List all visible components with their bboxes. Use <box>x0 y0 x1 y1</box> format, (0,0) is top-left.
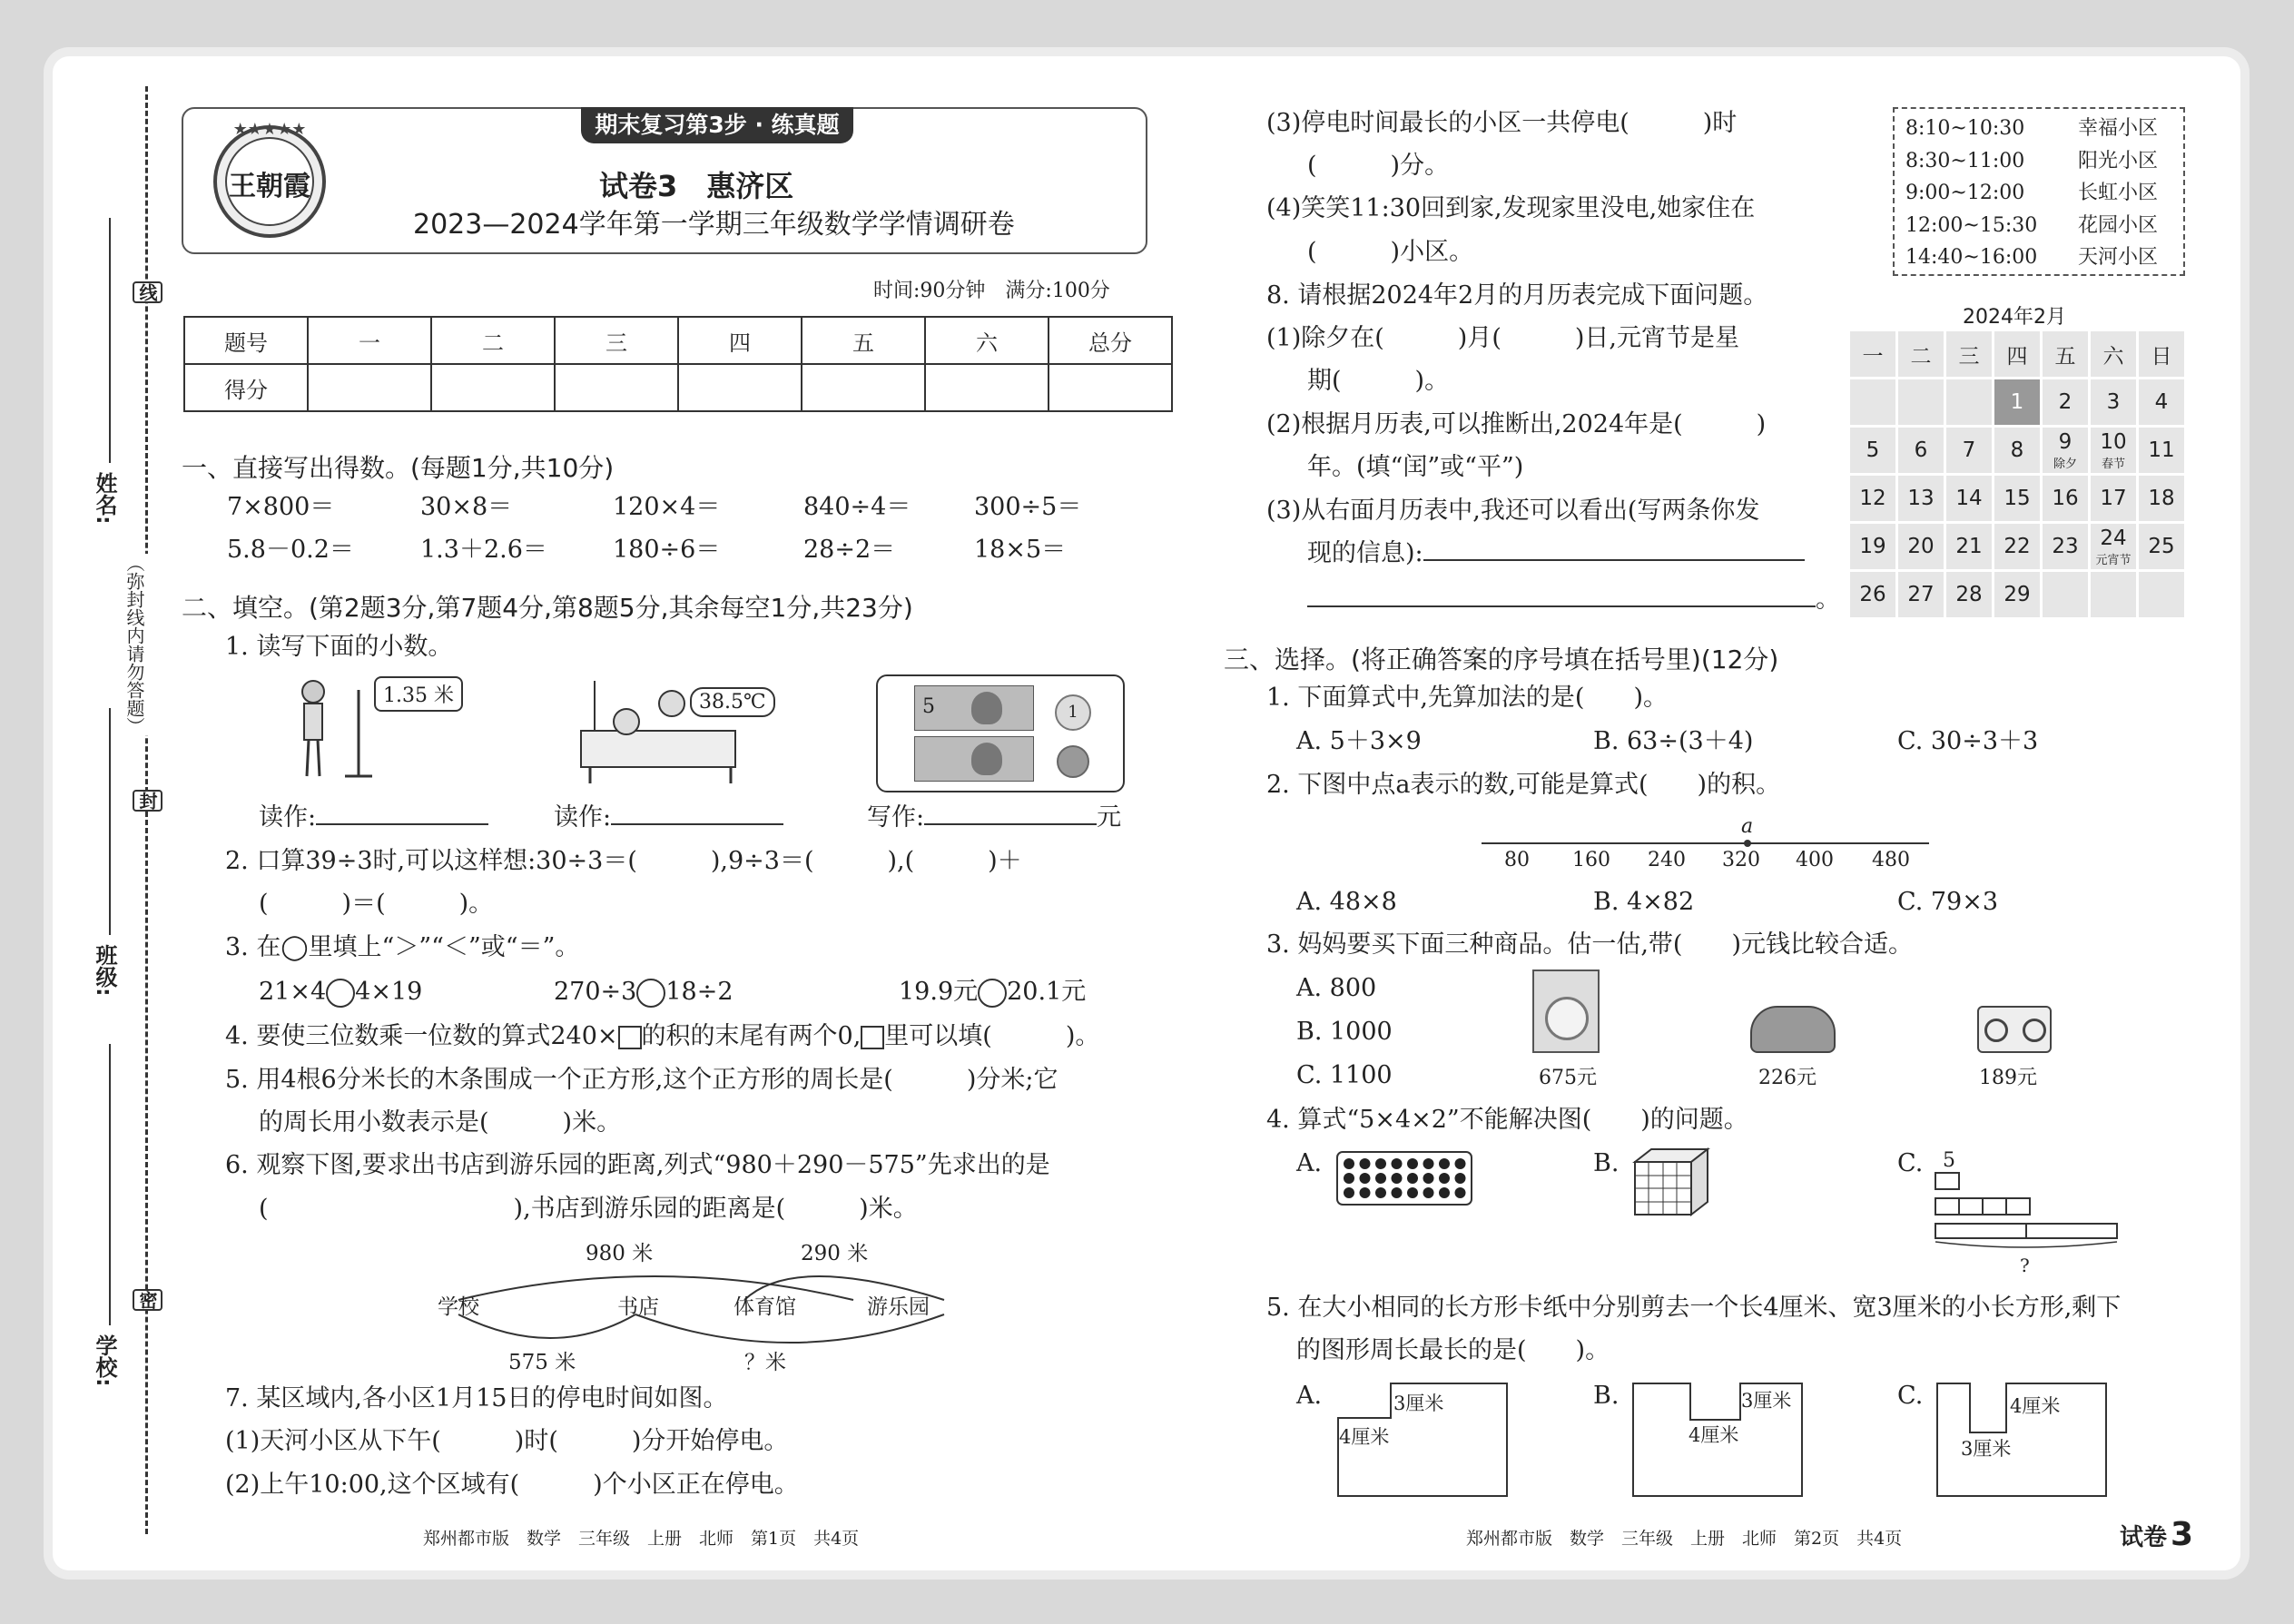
shape-b-l4: 4厘米 <box>1689 1424 1739 1446</box>
tick-label: 160 <box>1572 849 1610 871</box>
s3-q3-b[interactable]: B. 1000 <box>1296 1018 1393 1046</box>
s3-q5-b[interactable]: B. <box>1593 1382 1620 1410</box>
weekday: 二 <box>1897 330 1945 379</box>
logo-text: 王朝霞 <box>229 171 310 202</box>
s2-q8-2b: 年。(填“闰”或“平”) <box>1307 453 1524 481</box>
weekday: 日 <box>2138 330 2186 379</box>
s1-r2-4: 18×5＝ <box>974 536 1067 564</box>
outage-row: 14:40~16:00 天河小区 <box>1905 246 2159 269</box>
banknote-5 <box>914 685 1034 731</box>
day-cell <box>1849 379 1897 427</box>
tick-label: 320 <box>1722 849 1760 871</box>
score-cell: 四 <box>678 317 802 364</box>
banknote-5-value: 5 <box>922 695 935 718</box>
score-table <box>183 316 1173 412</box>
number-line-a: a <box>1741 815 1754 838</box>
day-cell: 17 <box>2090 475 2138 523</box>
day-cell-chuxi: 9 除夕 <box>2042 427 2090 475</box>
s3-q2-c[interactable]: C. 79×3 <box>1897 888 1999 916</box>
day-cell <box>1945 379 1994 427</box>
banner <box>581 107 853 143</box>
s2-q8-3c: 。 <box>1307 586 1840 615</box>
s3-q4-c[interactable]: C. <box>1897 1149 1924 1177</box>
array-dot <box>1407 1158 1418 1169</box>
banner-text: 期末复习第3步 · 练真题 <box>595 112 840 138</box>
s3-q5a: 5. 在大小相同的长方形卡纸中分别剪去一个长4厘米、宽3厘米的小长方形,剩下 <box>1266 1294 2122 1322</box>
score-input[interactable] <box>1049 364 1172 411</box>
day-cell: 6 <box>1897 427 1945 475</box>
tick-label: 480 <box>1872 849 1910 871</box>
q1-read1: 读作: <box>259 803 488 832</box>
day-cell: 16 <box>2042 475 2090 523</box>
s2-q7-4b: ( )小区。 <box>1307 238 1474 266</box>
day-cell: 25 <box>2138 523 2186 571</box>
q6-label-575: 575 米 <box>508 1351 576 1374</box>
score-cell: 得分 <box>184 364 308 411</box>
s2-q4: 4. 要使三位数乘一位数的算式240× 的积的末尾有两个0, 里可以填( )。 <box>225 1022 1100 1050</box>
s3-q4-a[interactable]: A. <box>1296 1149 1323 1177</box>
binding-note: （弥封线内请勿答题） <box>122 554 148 735</box>
number-line <box>1480 822 1934 858</box>
s3-q5-c[interactable]: C. <box>1897 1382 1924 1410</box>
array-dot <box>1392 1158 1403 1169</box>
day-cell: 3 <box>2090 379 2138 427</box>
day-cell: 23 <box>2042 523 2090 571</box>
outage-row: 8:30~11:00 阳光小区 <box>1905 149 2159 172</box>
point-a <box>1744 840 1751 847</box>
s3-q2-a[interactable]: A. 48×8 <box>1296 888 1397 916</box>
s3-q3: 3. 妈妈要买下面三种商品。估一估,带( )元钱比较合适。 <box>1266 930 1913 959</box>
score-row-header <box>184 317 1172 364</box>
s2-q8-1a: (1)除夕在( )月( )日,元宵节是星 <box>1266 324 1739 352</box>
outage-table <box>1893 107 2185 276</box>
calendar-title: 2024年2月 <box>1963 306 2066 329</box>
array-dot <box>1344 1187 1354 1198</box>
s2-q6b: ( ),书店到游乐园的距离是( )米。 <box>259 1195 918 1223</box>
exam-title: 试卷3 惠济区 <box>599 169 794 203</box>
s3-q3-a[interactable]: A. 800 <box>1296 974 1377 1002</box>
score-input[interactable] <box>431 364 555 411</box>
arc-575 <box>458 1314 635 1338</box>
score-input[interactable] <box>925 364 1049 411</box>
day-cell: 14 <box>1945 475 1994 523</box>
score-cell: 三 <box>555 317 678 364</box>
day-cell: 5 <box>1849 427 1897 475</box>
binding-school-label: 学校: <box>92 1334 117 1387</box>
s3-q5-a[interactable]: A. <box>1296 1382 1323 1410</box>
washing-machine-picture <box>1532 969 1600 1053</box>
q3-compare-c: 19.9元 20.1元 <box>899 978 1087 1006</box>
outage-row: 12:00~15:30 花园小区 <box>1905 213 2159 237</box>
footer-left: 郑州都市版 数学 三年级 上册 北师 第1页 共4页 <box>423 1529 860 1549</box>
day-cell: 20 <box>1897 523 1945 571</box>
s1-title: 一、直接写出得数。(每题1分,共10分) <box>182 453 615 483</box>
dot-array-picture <box>1336 1151 1472 1206</box>
q4-box <box>861 1026 884 1049</box>
day-cell: 27 <box>1897 571 1945 619</box>
day-cell: 29 <box>1994 571 2042 619</box>
s2-q2a: 2. 口算39÷3时,可以这样想:30÷3＝( ),9÷3＝( ),( )＋ <box>225 847 1022 875</box>
day-cell: 28 <box>1945 571 1994 619</box>
s2-q7: 7. 某区域内,各小区1月15日的停电时间如图。 <box>225 1384 728 1412</box>
day-cell: 18 <box>2138 475 2186 523</box>
outage-row: 8:10~10:30 幸福小区 <box>1905 117 2159 140</box>
calendar-week <box>1849 571 2186 619</box>
array-dot <box>1455 1187 1466 1198</box>
exam-time: 时间:90分钟 满分:100分 <box>873 280 1110 302</box>
q1-temp-picture <box>572 676 772 785</box>
score-input[interactable] <box>678 364 802 411</box>
s1-r2-3: 28÷2＝ <box>803 536 896 564</box>
compare-circle[interactable] <box>326 979 355 1008</box>
score-input[interactable] <box>308 364 431 411</box>
day-cell-yuanxiao: 24 元宵节 <box>2090 523 2138 571</box>
s3-q3-c[interactable]: C. 1100 <box>1296 1061 1393 1089</box>
shape-c-l4: 4厘米 <box>2010 1395 2061 1417</box>
price-breadmaker: 226元 <box>1758 1067 1816 1089</box>
binding-school-line <box>109 1044 111 1325</box>
array-dot <box>1392 1187 1403 1198</box>
array-dot <box>1375 1173 1386 1184</box>
array-dot <box>1455 1158 1466 1169</box>
s2-q8-3a: (3)从右面月历表中,我还可以看出(写两条你发 <box>1266 497 1760 525</box>
coin-1 <box>1055 694 1091 731</box>
svg-text:★★★★★: ★★★★★ <box>232 120 307 139</box>
score-cell: 六 <box>925 317 1049 364</box>
logo <box>202 118 338 241</box>
calendar-week <box>1849 475 2186 523</box>
day-cell <box>2042 571 2090 619</box>
s1-r2-2: 180÷6＝ <box>613 536 721 564</box>
s3-q1: 1. 下面算式中,先算加法的是( )。 <box>1266 684 1668 712</box>
score-input[interactable] <box>555 364 678 411</box>
shape-a-l3: 3厘米 <box>1393 1393 1444 1414</box>
day-cell: 11 <box>2138 427 2186 475</box>
s2-q8-3b: 现的信息): <box>1307 539 1805 568</box>
shape-c-l3: 3厘米 <box>1961 1438 2012 1460</box>
s2-q6a: 6. 观察下图,要求出书店到游乐园的距离,列式“980＋290－575”先求出的是 <box>225 1151 1050 1179</box>
day-cell: 21 <box>1945 523 1994 571</box>
note-yuanxiao: 元宵节 <box>2095 553 2132 567</box>
calendar-week <box>1849 379 2186 427</box>
score-cell: 五 <box>802 317 925 364</box>
s1-r1-4: 300÷5＝ <box>974 493 1082 521</box>
s3-q2: 2. 下图中点a表示的数,可能是算式( )的积。 <box>1266 771 1781 799</box>
s3-q1-c[interactable]: C. 30÷3＋3 <box>1897 727 2039 755</box>
day-cell <box>2138 571 2186 619</box>
array-dot <box>1375 1187 1386 1198</box>
score-row-values <box>184 364 1172 411</box>
s2-q7-4a: (4)笑笑11:30回到家,发现家里没电,她家住在 <box>1266 194 1756 222</box>
note-chunjie: 春节 <box>2101 457 2125 471</box>
q4-box <box>618 1026 642 1049</box>
bar-model-picture <box>1934 1171 2124 1253</box>
q1-write-blank[interactable] <box>924 823 1097 825</box>
tick-label: 400 <box>1796 849 1834 871</box>
note-chuxi: 除夕 <box>2053 457 2077 471</box>
q3-compare-b: 270÷3 18÷2 <box>554 978 733 1006</box>
s3-q1-a[interactable]: A. 5＋3×9 <box>1296 727 1422 755</box>
q6-label-980: 980 米 <box>586 1242 654 1265</box>
day-cell: 12 <box>1849 475 1897 523</box>
q6-label-290: 290 米 <box>801 1242 869 1265</box>
score-cell: 题号 <box>184 317 308 364</box>
s3-q1-b[interactable]: B. 63÷(3＋4) <box>1593 727 1754 755</box>
array-dot <box>1423 1158 1434 1169</box>
day-cell: 22 <box>1994 523 2042 571</box>
s2-q8-2a: (2)根据月历表,可以推断出,2024年是( ) <box>1266 410 1767 438</box>
weekday: 五 <box>2042 330 2090 379</box>
day-cell: 19 <box>1849 523 1897 571</box>
day-cell: 8 <box>1994 427 2042 475</box>
weekday: 一 <box>1849 330 1897 379</box>
shape-a-l4: 4厘米 <box>1339 1426 1390 1448</box>
calendar-weekdays <box>1849 330 2186 379</box>
day-cell: 7 <box>1945 427 1994 475</box>
array-dot <box>1423 1187 1434 1198</box>
array-dot <box>1439 1158 1450 1169</box>
s2-q7-3a: (3)停电时间最长的小区一共停电( )时 <box>1266 109 1738 137</box>
s3-q5b: 的图形周长最长的是( )。 <box>1296 1336 1610 1364</box>
array-dot <box>1375 1158 1386 1169</box>
s1-r2-0: 5.8－0.2＝ <box>227 536 354 564</box>
s3-q4: 4. 算式“5×4×2”不能解决图( )的问题。 <box>1266 1106 1748 1134</box>
q1-write: 写作: 元 <box>867 803 1122 832</box>
s2-q5a: 5. 用4根6分米长的木条围成一个正方形,这个正方形的周长是( )分米;它 <box>225 1066 1058 1094</box>
q6-place-gym: 体育馆 <box>733 1295 796 1319</box>
banknote-1 <box>914 736 1034 782</box>
footer-badge: 试卷 3 <box>2120 1516 2194 1553</box>
score-cell: 一 <box>308 317 431 364</box>
radio-picture <box>1977 1006 2052 1053</box>
array-dot <box>1407 1187 1418 1198</box>
tick-label: 240 <box>1648 849 1686 871</box>
calendar-week <box>1849 427 2186 475</box>
calendar <box>1847 329 2187 620</box>
coin-jiao <box>1057 745 1089 778</box>
array-dot <box>1360 1158 1371 1169</box>
q8-answer-line-1[interactable] <box>1423 559 1805 561</box>
q3-compare-a: 21×4 4×19 <box>259 978 423 1006</box>
q8-answer-line-2[interactable] <box>1307 605 1816 607</box>
s2-q7-1: (1)天河小区从下午( )时( )分开始停电。 <box>225 1427 789 1455</box>
array-dot <box>1344 1158 1354 1169</box>
q4-c-question: ? <box>2020 1255 2030 1276</box>
array-dot <box>1439 1173 1450 1184</box>
weekday: 三 <box>1945 330 1994 379</box>
day-cell-today: 1 <box>1994 379 2042 427</box>
array-dot <box>1360 1173 1371 1184</box>
price-radio: 189元 <box>1979 1067 2037 1089</box>
weekday: 六 <box>2090 330 2138 379</box>
s1-r1-1: 30×8＝ <box>420 493 513 521</box>
tick-label: 80 <box>1504 849 1530 871</box>
compare-circle[interactable] <box>636 979 665 1008</box>
compare-circle[interactable] <box>978 979 1007 1008</box>
day-cell: 4 <box>2138 379 2186 427</box>
array-dot <box>1455 1173 1466 1184</box>
footer-right: 郑州都市版 数学 三年级 上册 北师 第2页 共4页 <box>1466 1529 1903 1549</box>
s2-q7-3b: ( )分。 <box>1307 152 1450 180</box>
binding-class-label: 班级: <box>92 944 117 997</box>
s1-r2-1: 1.3＋2.6＝ <box>420 536 547 564</box>
exam-subtitle: 2023—2024学年第一学期三年级数学学情调研卷 <box>413 209 1015 241</box>
s2-q7-2: (2)上午10:00,这个区域有( )个小区正在停电。 <box>225 1471 799 1499</box>
q4-c-five: 5 <box>1943 1149 1955 1172</box>
q1-money-picture <box>876 674 1125 792</box>
array-dot <box>1392 1173 1403 1184</box>
day-cell: 13 <box>1897 475 1945 523</box>
score-cell: 总分 <box>1049 317 1172 364</box>
binding-mark-feng: 封 <box>133 790 162 812</box>
q6-place-bookstore: 书店 <box>617 1295 659 1319</box>
s2-title: 二、填空。(第2题3分,第7题4分,第8题5分,其余每空1分,共23分) <box>182 593 913 623</box>
outage-row: 9:00~12:00 长虹小区 <box>1905 182 2159 204</box>
q1-read2: 读作: <box>554 803 783 832</box>
day-cell <box>2090 571 2138 619</box>
cube-picture <box>1631 1146 1713 1218</box>
shape-b-l3: 3厘米 <box>1741 1390 1792 1412</box>
binding-class-line <box>109 708 111 935</box>
s2-q8: 8. 请根据2024年2月的月历表完成下面问题。 <box>1266 281 1768 310</box>
binding-mark-xian: 线 <box>133 281 162 303</box>
q1-read2-blank[interactable] <box>611 823 783 825</box>
day-cell: 2 <box>2042 379 2090 427</box>
score-cell: 二 <box>431 317 555 364</box>
s3-q4-b[interactable]: B. <box>1593 1149 1620 1177</box>
day-cell: 26 <box>1849 571 1897 619</box>
s2-q3: 3. 在◯里填上“＞”“＜”或“＝”。 <box>225 933 580 961</box>
bread-maker-picture <box>1750 1006 1836 1053</box>
weekday: 四 <box>1994 330 2042 379</box>
s2-q5b: 的周长用小数表示是( )米。 <box>259 1108 622 1137</box>
q1-read1-blank[interactable] <box>316 823 488 825</box>
array-dot <box>1439 1187 1450 1198</box>
s1-r1-2: 120×4＝ <box>613 493 721 521</box>
s1-r1-3: 840÷4＝ <box>803 493 911 521</box>
s3-title: 三、选择。(将正确答案的序号填在括号里)(12分) <box>1224 645 1779 674</box>
s2-q1: 1. 读写下面的小数。 <box>225 633 453 661</box>
s2-q8-1b: 期( )。 <box>1307 367 1450 395</box>
day-cell-chunjie: 10 春节 <box>2090 427 2138 475</box>
array-dot <box>1423 1173 1434 1184</box>
s1-r1-0: 7×800＝ <box>227 493 335 521</box>
day-cell: 15 <box>1994 475 2042 523</box>
array-dot <box>1360 1187 1371 1198</box>
array-dot <box>1344 1173 1354 1184</box>
day-cell <box>1897 379 1945 427</box>
q1-height-bubble: 1.35 米 <box>374 676 463 712</box>
q6-place-park: 游乐园 <box>867 1295 930 1319</box>
q1-temp-bubble: 38.5℃ <box>690 687 775 717</box>
score-input[interactable] <box>802 364 925 411</box>
s3-q2-b[interactable]: B. 4×82 <box>1593 888 1695 916</box>
q6-label-unknown: ？米 <box>744 1351 786 1374</box>
s2-q2b: ( )＝( )。 <box>259 890 494 918</box>
q6-place-school: 学校 <box>438 1295 479 1319</box>
binding-name-label: 姓名: <box>92 472 117 525</box>
calendar-week <box>1849 523 2186 571</box>
binding-mark-mi: 密 <box>133 1289 162 1311</box>
price-washer: 675元 <box>1539 1067 1597 1089</box>
array-dot <box>1407 1173 1418 1184</box>
binding-name-line <box>109 218 111 463</box>
coin-value: 1 <box>1068 703 1078 722</box>
q1-height-picture <box>290 672 463 781</box>
